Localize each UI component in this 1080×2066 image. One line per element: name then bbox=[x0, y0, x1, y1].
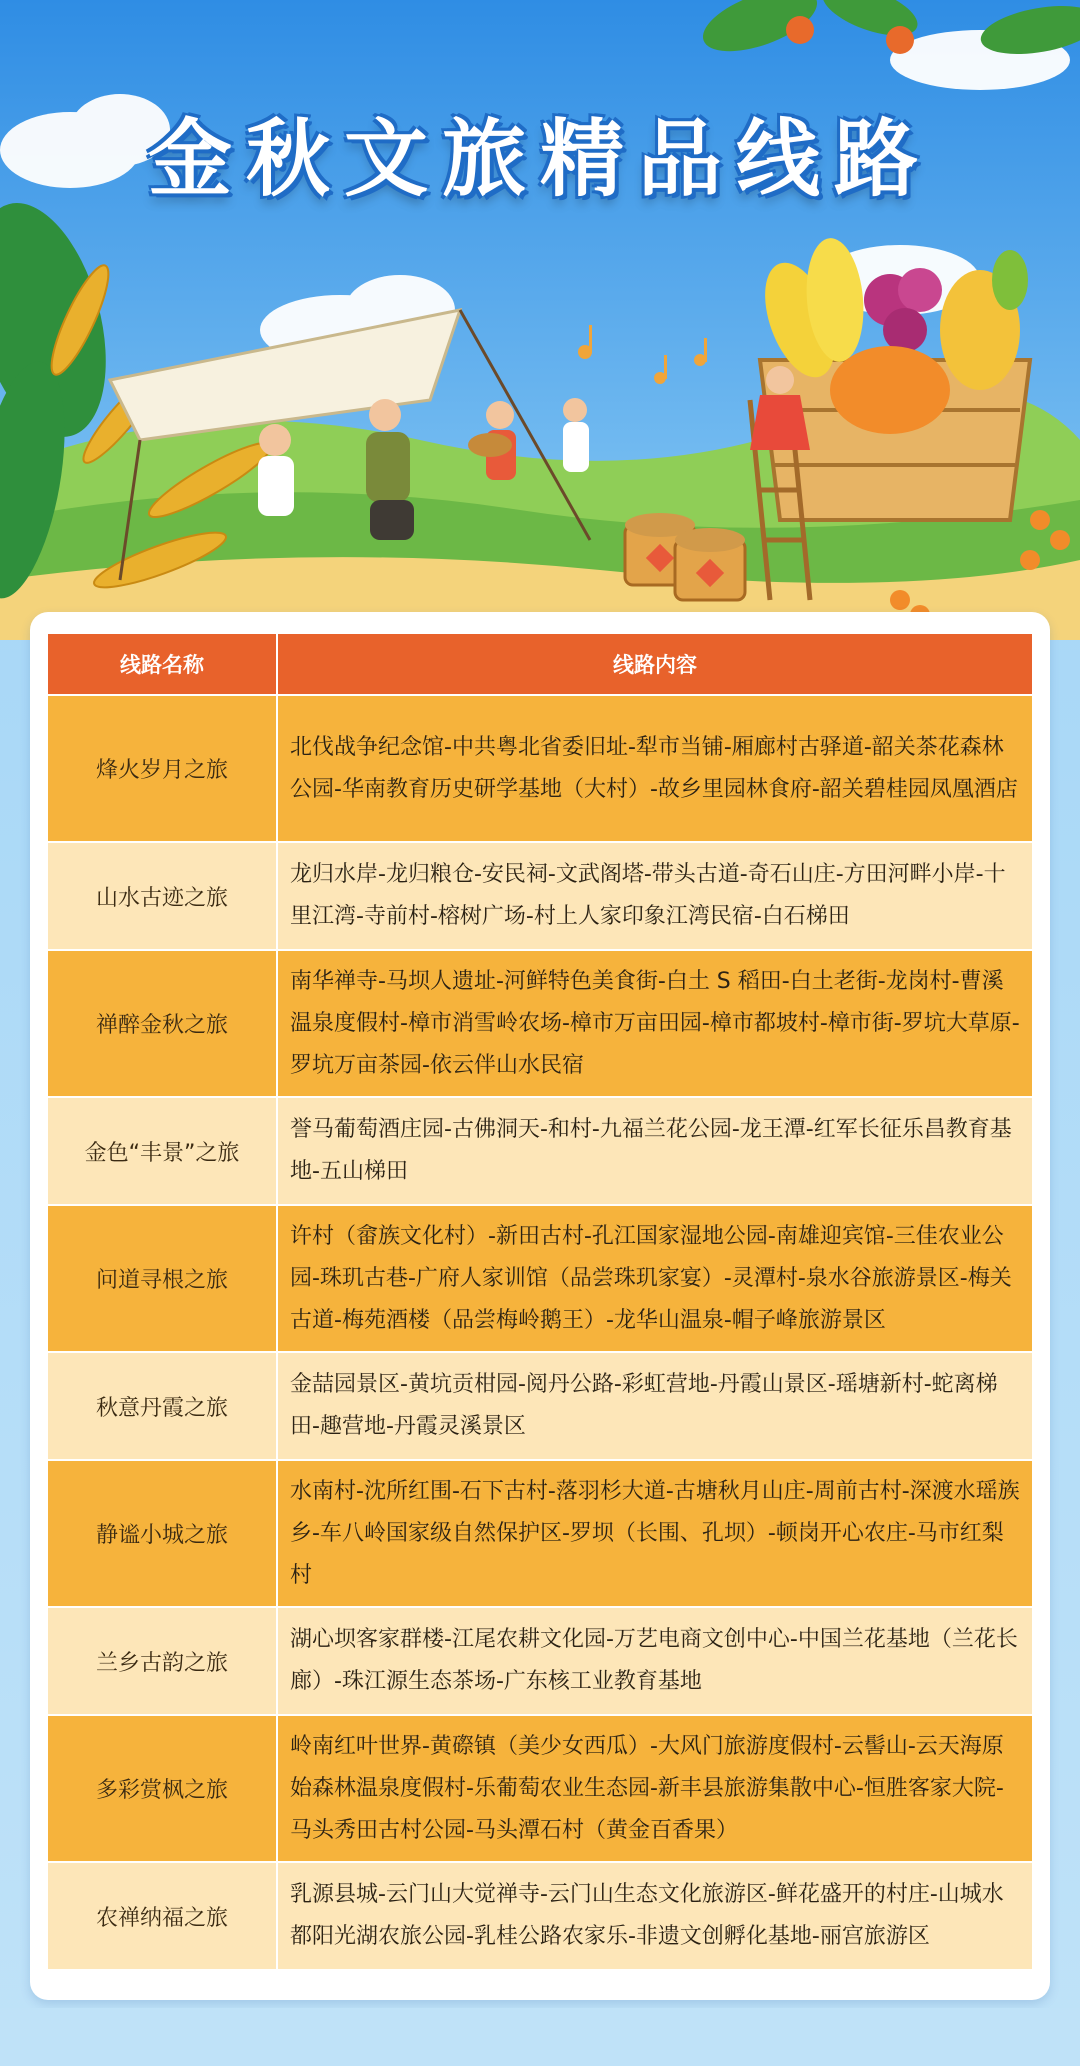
route-content: 北伐战争纪念馆-中共粤北省委旧址-犁市当铺-厢廊村古驿道-韶关茶花森林公园-华南教育历史研学基地（大村）-故乡里园林食府-韶关碧桂园凤凰酒店 bbox=[277, 695, 1033, 842]
route-content: 许村（畲族文化村）-新田古村-孔江国家湿地公园-南雄迎宾馆-三佳农业公园-珠玑古巷-广府人家训馆（品尝珠玑家宴）-灵潭村-泉水谷旅游景区-梅关古道-梅苑酒楼（品尝梅岭鹅王）-龙华山温泉-帽子峰旅游景区 bbox=[277, 1205, 1033, 1352]
routes-table bbox=[46, 632, 1034, 1971]
route-name: 山水古迹之旅 bbox=[47, 842, 277, 950]
table-row bbox=[47, 1205, 1033, 1352]
table-row bbox=[47, 1460, 1033, 1607]
route-content: 南华禅寺-马坝人遗址-河鲜特色美食街-白土 S 稻田-白土老街-龙岗村-曹溪温泉度假村-樟市消雪岭农场-樟市万亩田园-樟市都坡村-樟市街-罗坑大草原-罗坑万亩茶园-依云伴山水民宿 bbox=[277, 950, 1033, 1097]
route-name: 静谧小城之旅 bbox=[47, 1460, 277, 1607]
header-route-name: 线路名称 bbox=[47, 633, 277, 695]
route-content: 岭南红叶世界-黄磜镇（美少女西瓜）-大风门旅游度假村-云髻山-云天海原始森林温泉度假村-乐葡萄农业生态园-新丰县旅游集散中心-恒胜客家大院-马头秀田古村公园-马头潭石村（黄金百香果） bbox=[277, 1715, 1033, 1862]
table-row bbox=[47, 1607, 1033, 1715]
table-row bbox=[47, 1715, 1033, 1862]
bottom-background bbox=[0, 2008, 1080, 2066]
table-row bbox=[47, 695, 1033, 842]
route-name: 禅醉金秋之旅 bbox=[47, 950, 277, 1097]
table-header-row bbox=[47, 633, 1033, 695]
route-content: 龙归水岸-龙归粮仓-安民祠-文武阁塔-带头古道-奇石山庄-方田河畔小岸-十里江湾-寺前村-榕树广场-村上人家印象江湾民宿-白石梯田 bbox=[277, 842, 1033, 950]
hero-illustration bbox=[0, 0, 1080, 640]
girl-figure bbox=[766, 366, 794, 394]
table-row bbox=[47, 1862, 1033, 1970]
routes-card bbox=[30, 612, 1050, 2000]
page-title: 金秋文旅精品线路 bbox=[147, 110, 932, 208]
table-row bbox=[47, 842, 1033, 950]
route-name: 兰乡古韵之旅 bbox=[47, 1607, 277, 1715]
table-row bbox=[47, 1097, 1033, 1205]
route-content: 誉马葡萄酒庄园-古佛洞天-和村-九福兰花公园-龙王潭-红军长征乐昌教育基地-五山梯田 bbox=[277, 1097, 1033, 1205]
table-row bbox=[47, 950, 1033, 1097]
route-name: 金色“丰景”之旅 bbox=[47, 1097, 277, 1205]
route-content: 金喆园景区-黄坑贡柑园-阅丹公路-彩虹营地-丹霞山景区-瑶塘新村-蛇离梯田-趣营地-丹霞灵溪景区 bbox=[277, 1352, 1033, 1460]
route-name: 烽火岁月之旅 bbox=[47, 695, 277, 842]
route-content: 水南村-沈所红围-石下古村-落羽杉大道-古塘秋月山庄-周前古村-深渡水瑶族乡-车八岭国家级自然保护区-罗坝（长围、孔坝）-顿岗开心农庄-马市红梨村 bbox=[277, 1460, 1033, 1607]
header-route-content: 线路内容 bbox=[277, 633, 1033, 695]
route-content: 湖心坝客家群楼-江尾农耕文化园-万艺电商文创中心-中国兰花基地（兰花长廊）-珠江源生态茶场-广东核工业教育基地 bbox=[277, 1607, 1033, 1715]
route-name: 多彩赏枫之旅 bbox=[47, 1715, 277, 1862]
route-name: 问道寻根之旅 bbox=[47, 1205, 277, 1352]
route-name: 秋意丹霞之旅 bbox=[47, 1352, 277, 1460]
table-row bbox=[47, 1352, 1033, 1460]
route-content: 乳源县城-云门山大觉禅寺-云门山生态文化旅游区-鲜花盛开的村庄-山城水都阳光湖农旅公园-乳桂公路农家乐-非遗文创孵化基地-丽宫旅游区 bbox=[277, 1862, 1033, 1970]
route-name: 农禅纳福之旅 bbox=[47, 1862, 277, 1970]
